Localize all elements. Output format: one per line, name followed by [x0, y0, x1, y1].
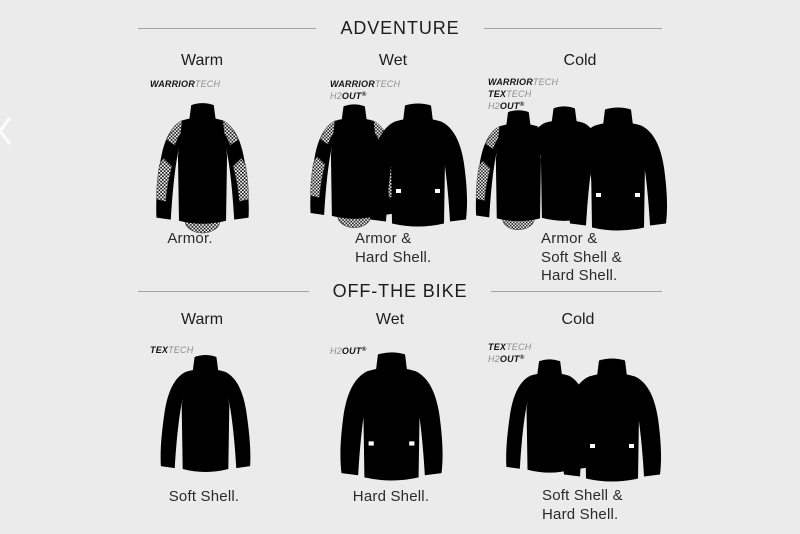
layer-caption: Armor & Hard Shell.: [355, 230, 432, 266]
section-title: OFF-THE BIKE: [332, 280, 468, 301]
carousel-prev-arrow[interactable]: [0, 116, 13, 146]
condition-label-warm: Warm: [180, 52, 224, 69]
divider-line: [491, 291, 662, 292]
layer-caption: Armor.: [167, 230, 213, 247]
tech-label-h2out: H2OUT®: [330, 91, 367, 101]
tech-label-textech: TEXTECH: [488, 342, 532, 352]
tech-label-textech: TEXTECH: [150, 345, 194, 355]
section-title: ADVENTURE: [340, 17, 460, 38]
divider-line: [138, 291, 309, 292]
layer-caption: Hard Shell.: [352, 488, 430, 505]
section-header-off-the-bike: [138, 280, 662, 302]
tech-label-h2out: H2OUT®: [330, 346, 367, 356]
layer-caption: Soft Shell & Hard Shell.: [542, 487, 623, 523]
tech-label-warriortech: WARRIORTECH: [150, 79, 221, 89]
tech-label-warriortech: WARRIORTECH: [488, 77, 559, 87]
divider-line: [138, 28, 316, 29]
tech-label-textech: TEXTECH: [488, 89, 532, 99]
tech-label-warriortech: WARRIORTECH: [330, 79, 401, 89]
hard-shell-jacket-illustration: [329, 350, 454, 488]
tech-labels: [150, 78, 220, 90]
layer-caption: Armor & Soft Shell & Hard Shell.: [541, 230, 622, 284]
layer-caption: Soft Shell.: [168, 488, 240, 505]
section-header-adventure: [138, 17, 662, 39]
divider-line: [484, 28, 662, 29]
chevron-left-icon: [0, 116, 13, 146]
condition-label-cold: Cold: [561, 311, 595, 328]
armor-jacket-illustration: [141, 99, 264, 234]
armor-and-hard-shell-jackets-illustration: [300, 100, 478, 234]
condition-label-wet: Wet: [378, 52, 408, 69]
condition-label-cold: Cold: [563, 52, 597, 69]
soft-shell-jacket-illustration: [146, 351, 265, 482]
tech-label-h2out: H2OUT®: [488, 354, 525, 364]
soft-shell-and-hard-shell-jackets-illustration: [498, 353, 672, 489]
condition-label-warm: Warm: [180, 311, 224, 328]
tech-label-h2out: H2OUT®: [488, 101, 525, 111]
condition-label-wet: Wet: [375, 311, 405, 328]
armor-soft-shell-hard-shell-jackets-illustration: [468, 102, 678, 238]
